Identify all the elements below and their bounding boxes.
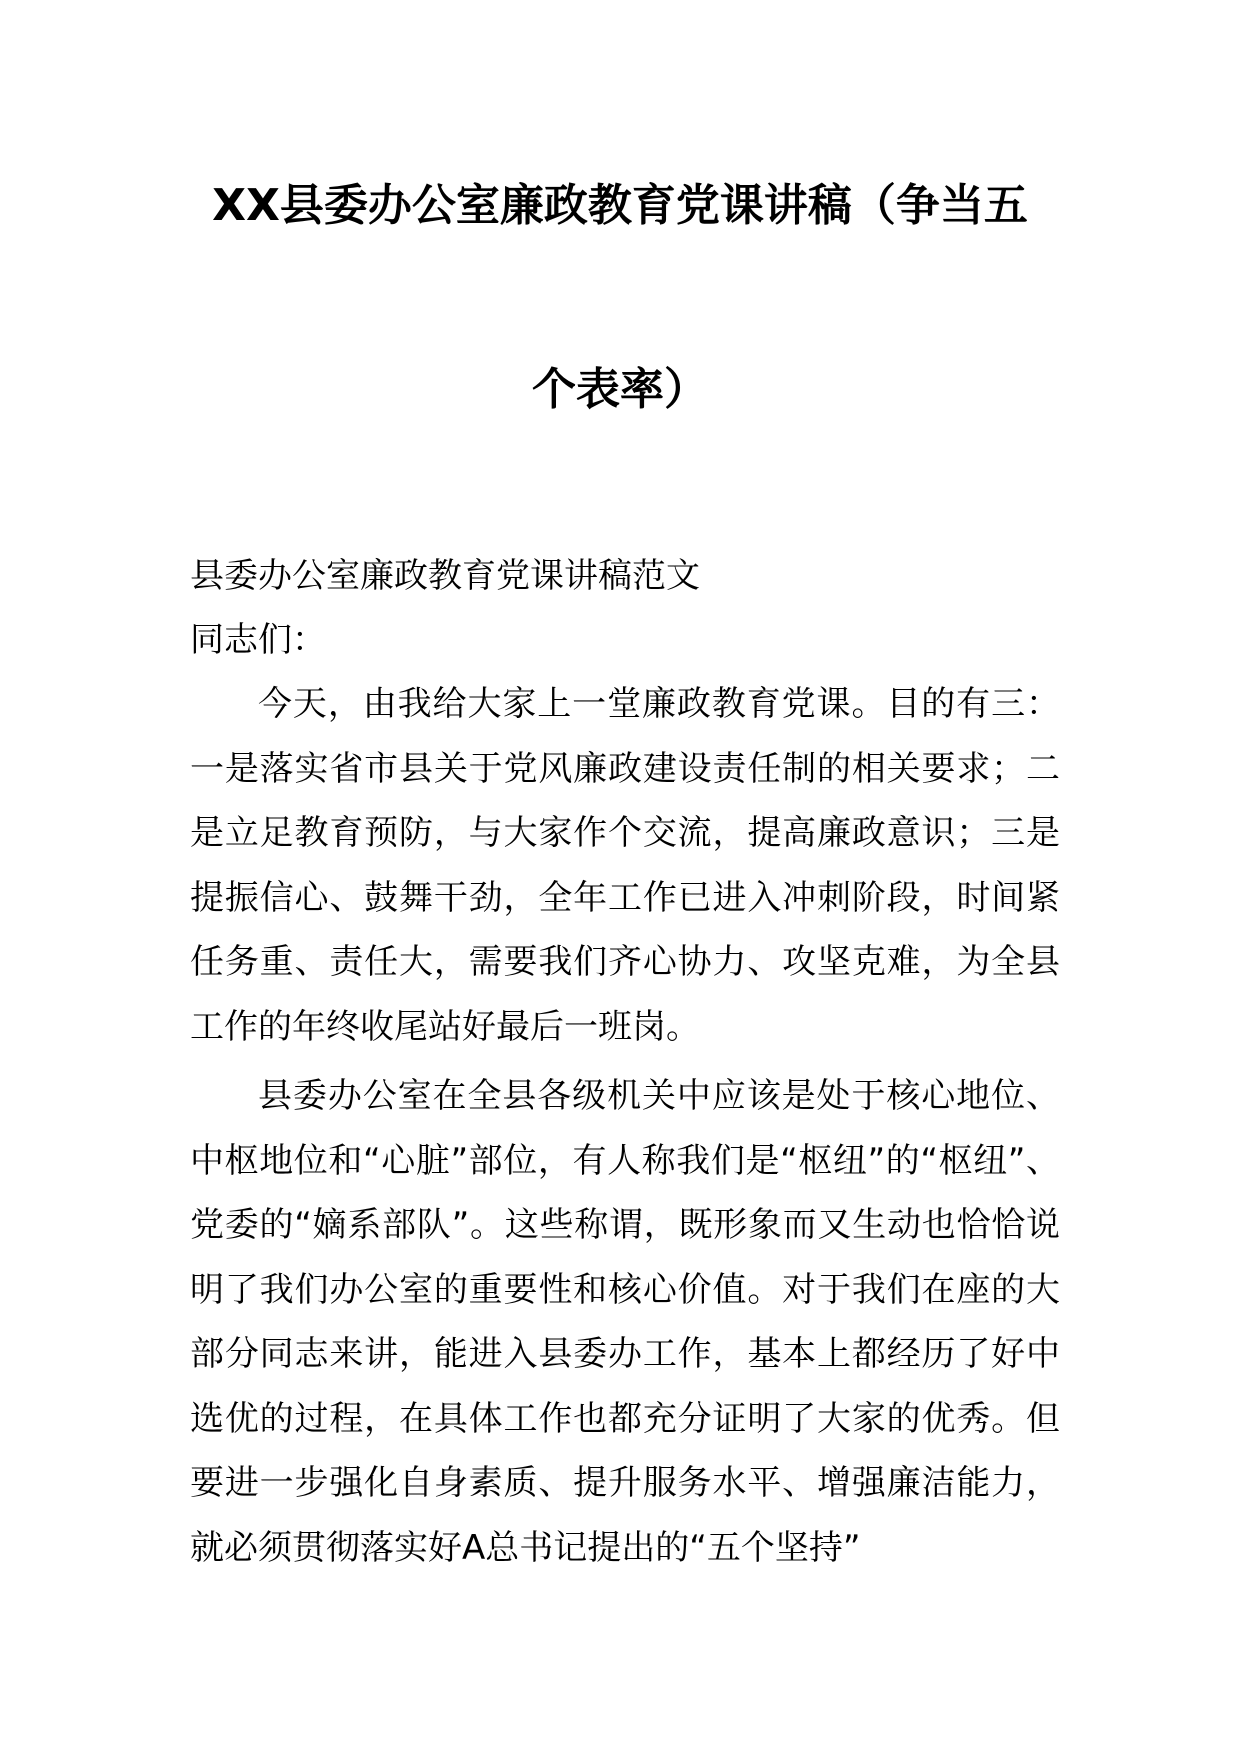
paragraph-2: 县委办公室在全县各级机关中应该是处于核心地位、中枢地位和“心脏”部位，有人称我们是“枢纽”的“枢纽”、党委的“嫡系部队”。这些称谓，既形象而又生动也恰恰说明了我们办公室的重要性和核心价值。对于我们在座的大部分同志来讲，能进入县委办工作，基本上都经历了好中选优的过程，在具体工作也都充分证明了大家的优秀。但要进一步强化自身素质、提升服务水平、增强廉洁能力，就必须贯彻落实好A总书记提出的“五个坚持” [190,1076,1060,1568]
document-title-line-2: 个表率） [532,364,708,415]
document-title-line-1: XX县委办公室廉政教育党课讲稿（争当五 [212,180,1028,231]
document-subtitle: 县委办公室廉政教育党课讲稿范文 [190,556,700,596]
greeting: 同志们： [190,620,326,660]
paragraph-1: 今天，由我给大家上一堂廉政教育党课。目的有三：一是落实省市县关于党风廉政建设责任制的相关要求；二是立足教育预防，与大家作个交流，提高廉政意识；三是提振信心、鼓舞干劲，全年工作已进入冲刺阶段，时间紧任务重、责任大，需要我们齐心协力、攻坚克难，为全县工作的年终收尾站好最后一班岗。 [190,684,1060,1047]
